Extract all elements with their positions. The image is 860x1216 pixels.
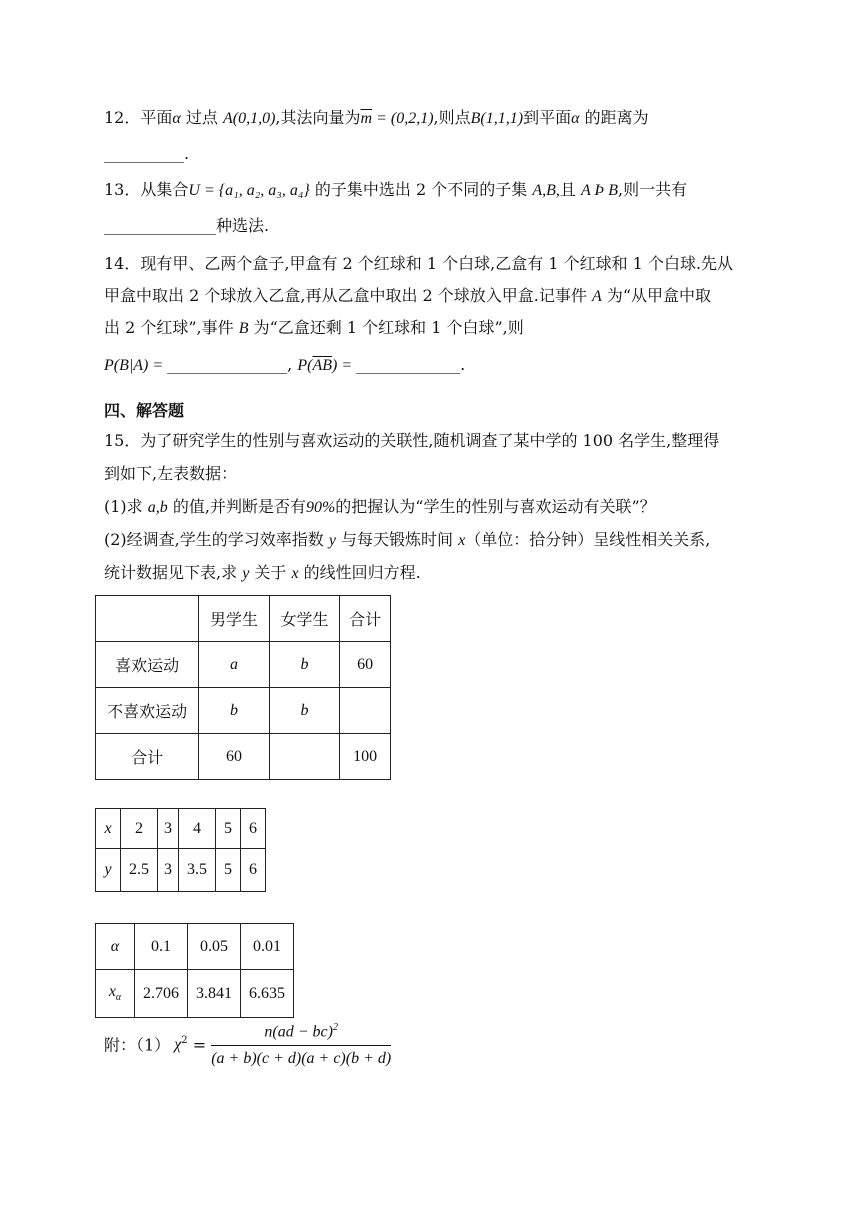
x-label: x (108, 983, 116, 1001)
q12-text-f: 的距离为 (579, 108, 649, 127)
q13-text-b: 的子集中选出 2 个不同的子集 (309, 180, 533, 199)
table-header-cell: 男学生 (199, 596, 270, 642)
table-row (96, 688, 391, 734)
q15-l4-a: (2)经调查,学生的学习效率指数 (104, 530, 329, 549)
table-cell: 60 (199, 734, 270, 780)
q14-l2-text-b: 为“从甲盒中取 (601, 286, 712, 305)
q12-text-e: 到平面 (523, 108, 572, 127)
table-cell (96, 596, 199, 642)
section-title: 四、解答题 (104, 401, 185, 420)
q15-l5-a: 统计数据见下表,求 (104, 563, 243, 582)
q13-ab: A,B, (532, 182, 560, 199)
table-row (96, 970, 294, 1018)
q12-vector-value: = (0,2,1) (372, 110, 434, 127)
equals-sign: = (187, 1035, 212, 1055)
table-row (96, 596, 391, 642)
table-cell (340, 688, 391, 734)
table-cell: a (199, 642, 270, 688)
table-cell: 2 (121, 809, 158, 849)
q12-point-b: B(1,1,1) (470, 110, 524, 127)
chi-square-fraction (211, 1022, 391, 1068)
q13-line2 (104, 218, 269, 234)
table-cell: 6 (241, 849, 266, 892)
q12-text-c: ,其法向量为 (275, 108, 361, 127)
q13-text-d: ,则一共有 (618, 180, 688, 199)
q12-text-b: 过点 (180, 108, 223, 127)
q13-relation: A Þ B (580, 182, 618, 199)
table-row-label: y (96, 849, 121, 892)
q14-l3-text-b: 为“乙盒还剩 1 个红球和 1 个白球”,则 (248, 318, 524, 337)
q15-line5 (104, 565, 421, 582)
numerator-exponent: 2 (332, 1022, 338, 1033)
table-row-label (96, 970, 135, 1018)
table-cell: 6.635 (241, 970, 294, 1018)
table-cell: 5 (216, 809, 241, 849)
xy-data-table (95, 808, 266, 892)
table-cell: 3.841 (188, 970, 241, 1018)
q14-line1: 14．现有甲、乙两个盒子,甲盒有 2 个红球和 1 个白球,乙盒有 1 个红球和 1 个白球.先从 (104, 254, 734, 273)
q15-l4-x: x (458, 532, 466, 549)
chi-exponent: 2 (181, 1035, 188, 1047)
table-row (96, 849, 266, 892)
q15-l4-b: 与每天锻炼时间 (335, 530, 459, 549)
table-cell: 4 (179, 809, 216, 849)
contingency-table (95, 595, 391, 780)
q13-number: 13． (104, 180, 141, 199)
q12-answer-blank: __________. (104, 144, 190, 163)
q15-l4-y: y (328, 532, 336, 549)
table-cell: b (269, 688, 340, 734)
q13-set-u: U = {a₁, a₂, a₃, a₄} (188, 182, 310, 199)
q14-answer-blank-2: _____________ (356, 355, 461, 374)
table-cell: 6 (241, 809, 266, 849)
critical-value-table (95, 923, 294, 1018)
numerator-text: n(ad − bc) (264, 1023, 333, 1041)
q14-line3 (104, 320, 524, 337)
table-cell: 5 (216, 849, 241, 892)
q14-prob2-close: ) = (332, 357, 357, 374)
q12-alpha-2: α (571, 110, 580, 127)
q12-text-d: ,则点 (433, 108, 471, 127)
q13-text-a: 从集合 (140, 180, 189, 199)
q15-l5-y: y (242, 565, 250, 582)
q14-prob-b-given-a: P(B|A) = (104, 357, 168, 374)
table-cell: 60 (340, 642, 391, 688)
q15-l5-x: x (291, 565, 299, 582)
table-row-label: α (96, 924, 135, 970)
table-row (96, 924, 294, 970)
q13-text-c: 且 (559, 180, 581, 199)
table-row (96, 642, 391, 688)
table-cell: 2.5 (121, 849, 158, 892)
table-cell: 3 (158, 809, 179, 849)
fraction-denominator: (a + b)(c + d)(a + c)(b + d) (211, 1049, 392, 1067)
table-row (96, 734, 391, 780)
q14-period: . (460, 355, 466, 374)
table-cell: b (199, 688, 270, 734)
q14-l3-text-a: 出 2 个红球”,事件 (104, 318, 239, 337)
table-row-label: 不喜欢运动 (96, 688, 199, 734)
q14-line4 (104, 357, 465, 374)
q15-l5-b: 关于 (249, 563, 292, 582)
table-cell: b (269, 642, 340, 688)
table-row-label: x (96, 809, 121, 849)
q15-l3-ab: a,b (147, 499, 168, 516)
q14-l2-text-a: 甲盒中取出 2 个球放入乙盒,再从乙盒中取出 2 个球放入甲盒.记事件 (104, 286, 592, 305)
appendix-formula (104, 1022, 391, 1068)
table-cell: 0.05 (188, 924, 241, 970)
q15-l3-a: (1)求 (104, 497, 148, 516)
table-cell (269, 734, 340, 780)
q15-line2: 到如下,左表数据： (104, 464, 238, 483)
q12-vector-m: $\overline{m}$ (360, 110, 373, 127)
table-cell: 0.1 (135, 924, 188, 970)
q13-answer-blank: ______________ (104, 216, 216, 235)
q14-line2 (104, 288, 711, 305)
q14-event-b: B (238, 320, 249, 337)
q14-prob2-open: P( (297, 357, 313, 374)
table-cell: 3 (158, 849, 179, 892)
q12-number: 12． (104, 108, 141, 127)
q14-prob2-event: $\overline{AB}$ (312, 357, 332, 374)
q12-text-a: 平面 (140, 108, 173, 127)
table-header-cell: 合计 (340, 596, 391, 642)
q13-line1 (104, 182, 687, 199)
table-header-cell: 女学生 (269, 596, 340, 642)
x-subscript: α (115, 992, 122, 1004)
table-row-label: 合计 (96, 734, 199, 780)
q12-point-a: A(0,1,0) (222, 110, 276, 127)
q15-l3-b: 的值,并判断是否有 (167, 497, 306, 516)
appendix-label: 附：（1） (104, 1035, 171, 1055)
table-cell: 3.5 (179, 849, 216, 892)
fraction-numerator (211, 1022, 391, 1046)
q15-line3 (104, 499, 656, 516)
table-cell: 2.706 (135, 970, 188, 1018)
table-cell: 100 (340, 734, 391, 780)
q15-l3-percent: 90% (305, 499, 336, 516)
q14-answer-blank-1: _______________ (167, 355, 288, 374)
table-cell: 0.01 (241, 924, 294, 970)
q15-line4 (104, 532, 710, 549)
q15-l5-c: 的线性回归方程. (298, 563, 421, 582)
chi-symbol: χ (174, 1036, 182, 1054)
q14-event-a: A (591, 288, 602, 305)
q15-l4-c: （单位：拾分钟）呈线性相关关系, (465, 530, 711, 549)
table-row-label: 喜欢运动 (96, 642, 199, 688)
q14-comma: , (287, 355, 298, 374)
q15-l3-c: 的把握认为“学生的性别与喜欢运动有关联”？ (335, 497, 656, 516)
q15-line1: 15．为了研究学生的性别与喜欢运动的关联性,随机调查了某中学的 100 名学生,整理得 (104, 431, 720, 450)
q12-line1 (104, 110, 649, 127)
q13-tail: 种选法. (216, 216, 270, 235)
table-row (96, 809, 266, 849)
q12-alpha: α (172, 110, 181, 127)
